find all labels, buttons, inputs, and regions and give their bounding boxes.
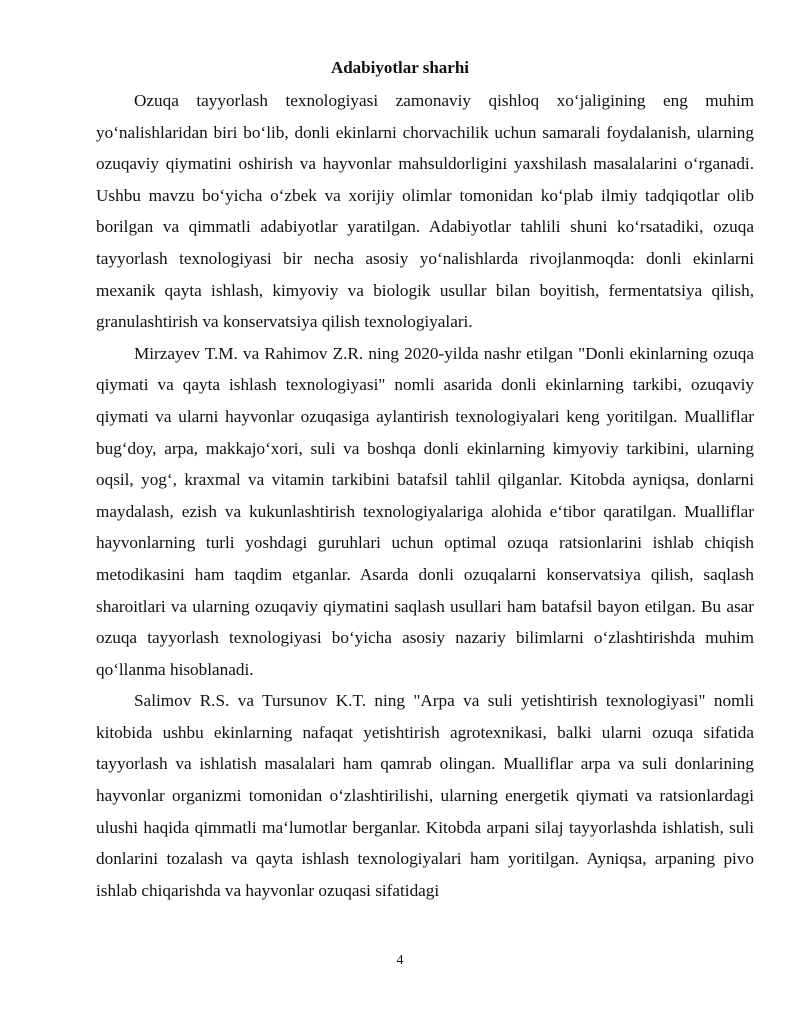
paragraph-intro: Ozuqa tayyorlash texnologiyasi zamonaviy qishloq xo‘jaligining eng muhim yo‘nalishlaridan biri bo‘lib, donli ekinlarni chorvachilik uchun samarali foydalanish, ularning ozuqaviy qiymatini oshirish va hayvonlar mahsuldorligini yaxshilash masalalarini o‘rganadi. Ushbu mavzu bo‘yicha o‘zbek va xorijiy olimlar tomonidan ko‘plab ilmiy tadqiqotlar olib borilgan va qimmatli adabiyotlar yaratilgan. Adabiyotlar tahlili shuni ko‘rsatadiki, ozuqa tayyorlash texnologiyasi bir necha asosiy yo‘nalishlarda rivojlanmoqda: donli ekinlarni mexanik qayta ishlash, kimyoviy va biologik usullar bilan boyitish, fermentatsiya qilish, granulashtirish va konservatsiya qilish texnologiyalari. — [96, 91, 754, 332]
paragraph-mirzayev-rahimov: Mirzayev T.M. va Rahimov Z.R. ning 2020-yilda nashr etilgan "Donli ekinlarning ozuqa qiymati va qayta ishlash texnologiyasi" nomli asarida donli ekinlarning tarkibi, ozuqaviy qiymati va ularni hayvonlar ozuqasiga aylantirish texnologiyalari keng yoritilgan. Mualliflar bug‘doy, arpa, makkajo‘xori, suli va boshqa donli ekinlarning kimyoviy tarkibini, ularning oqsil, yog‘, kraxmal va vitamin tarkibini batafsil tahlil qilganlar. Kitobda ayniqsa, donlarni maydalash, ezish va kukunlashtirish texnologiyalariga alohida e‘tibor qaratilgan. Mualliflar hayvonlarning turli yoshdagi guruhlari uchun optimal ozuqa ratsionlarini ishlab chiqish metodikasini ham taqdim etganlar. Asarda donli ozuqalarni konservatsiya qilish, saqlash sharoitlari va ularning ozuqaviy qiymatini saqlash usullari ham batafsil bayon etilgan. Bu asar ozuqa tayyorlash texnologiyasi bo‘yicha asosiy nazariy bilimlarni o‘zlashtirishda muhim qo‘llanma hisoblanadi. — [96, 343, 754, 679]
document-body — [96, 85, 754, 906]
paragraph-salimov-tursunov: Salimov R.S. va Tursunov K.T. ning "Arpa va suli yetishtirish texnologiyasi" nomli kitobida ushbu ekinlarning nafaqat yetishtirish agrotexnikasi, balki ularni ozuqa sifatida tayyorlash va ishlatish masalalari ham qamrab olingan. Mualliflar arpa va suli donlarining hayvonlar organizmi tomonidan o‘zlashtirilishi, ularning energetik qiymati va ratsionlardagi ulushi haqida qimmatli ma‘lumotlar berganlar. Kitobda arpani silaj tayyorlashda ishlatish, suli donlarini tozalash va qayta ishlash texnologiyalari ham yoritilgan. Ayniqsa, arpaning pivo ishlab chiqarishda va hayvonlar ozuqasi sifatidagi — [96, 691, 754, 900]
section-title: Adabiyotlar sharhi — [330, 58, 470, 77]
page-number: 4 — [396, 953, 404, 968]
